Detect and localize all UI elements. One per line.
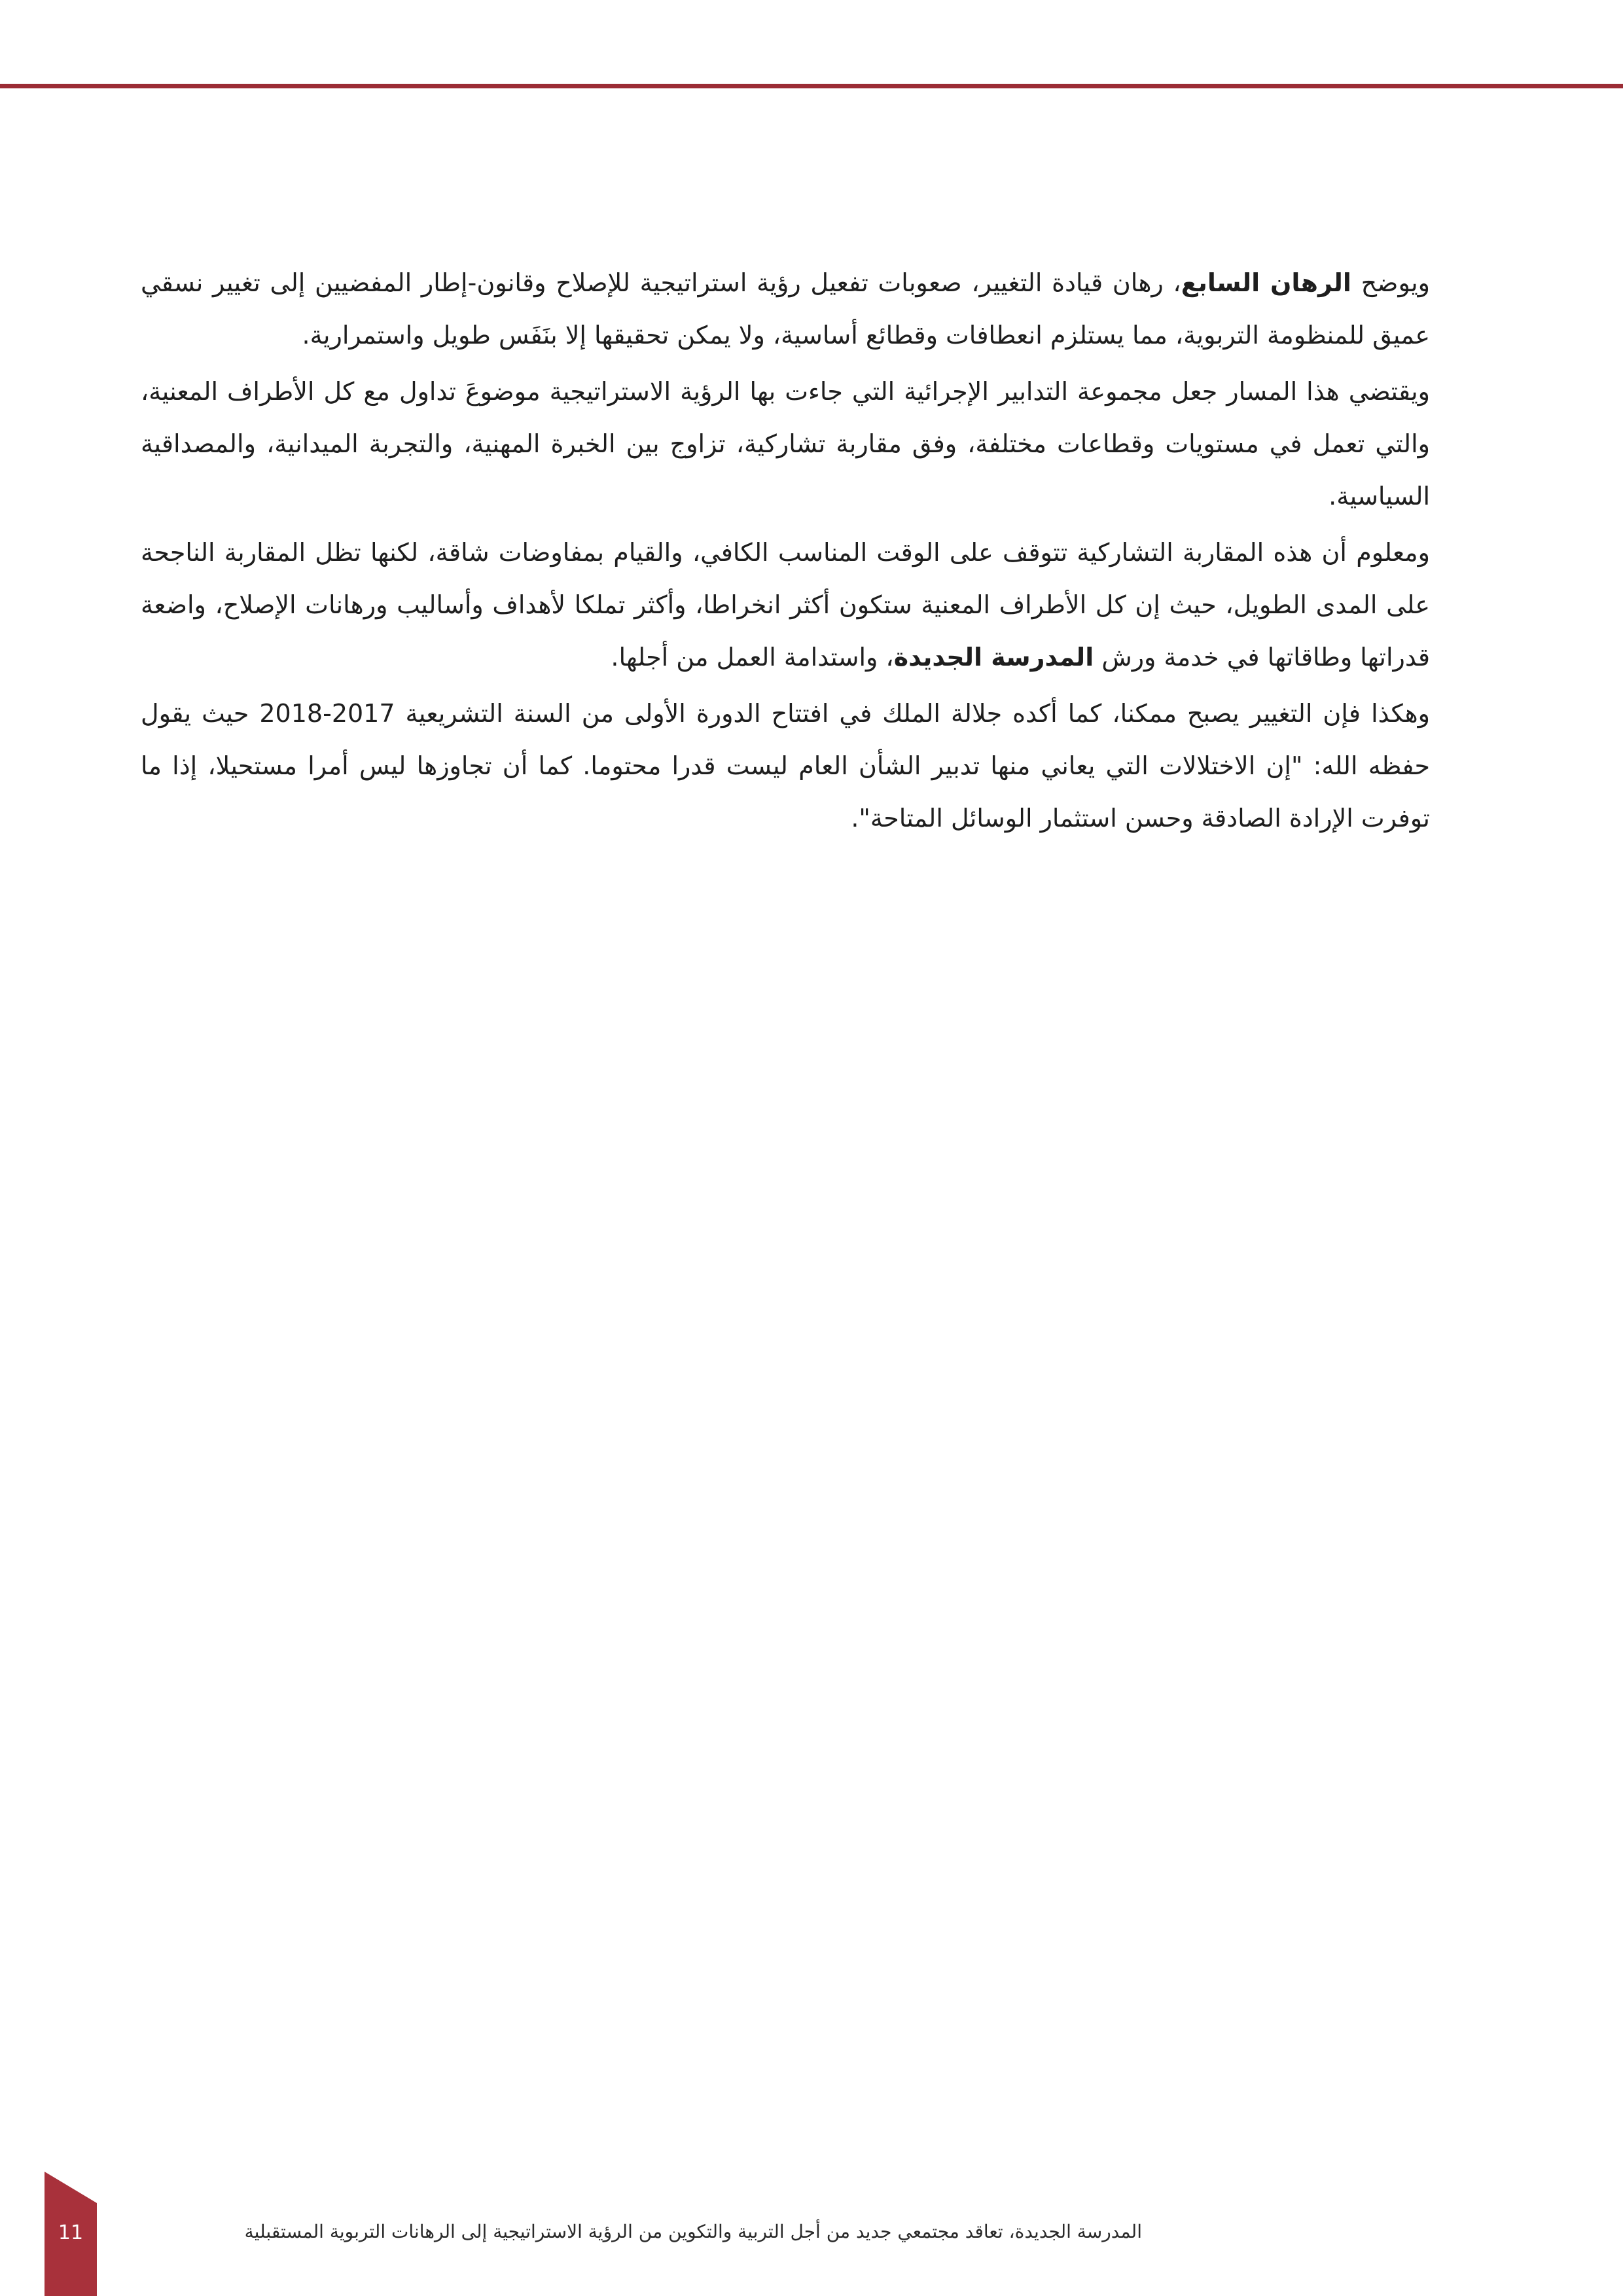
paragraph-1 <box>141 257 1430 361</box>
paragraph-3 <box>141 526 1430 683</box>
paragraph-1-lead: ويوضح <box>1351 268 1431 297</box>
seventh-stake-term: الرهان السابع <box>1181 268 1351 297</box>
paragraph-1-rest: ، رهان قيادة التغيير، صعوبات تفعيل رؤية استراتيجية للإصلاح وقانون-إطار المفضيين إلى تغيير نسقي عميق للمنظومة التربوية، مما يستلزم انعطافات وقطائع أساسية، ولا يمكن تحقيقها إلا بنَفَس طويل واستمرارية. <box>141 268 1430 350</box>
new-school-term: المدرسة الجديدة <box>893 643 1094 672</box>
paragraph-4: وهكذا فإن التغيير يصبح ممكنا، كما أكده جلالة الملك في افتتاح الدورة الأولى من السنة التشريعية 2017-2018 حيث يقول حفظه الله: "إن الاختلالات التي يعاني منها تدبير الشأن العام ليست قدرا محتوما. كما أن تجاوزها ليس أمرا مستحيلا، إذا ما توفرت الإرادة الصادقة وحسن استثمار الوسائل المتاحة". <box>141 699 1430 833</box>
header-rule <box>0 84 1623 88</box>
paragraph-3-rest: ، واستدامة العمل من أجلها. <box>611 643 894 672</box>
paragraph-2: ويقتضي هذا المسار جعل مجموعة التدابير الإجرائية التي جاءت بها الرؤية الاستراتيجية موضوعَ تداول مع كل الأطراف المعنية، والتي تعمل في مستويات وقطاعات مختلفة، وفق مقاربة تشاركية، تزاوج بين الخبرة المهنية، والتجربة الميدانية، والمصداقية السياسية. <box>141 377 1430 511</box>
article-body <box>141 257 1430 848</box>
running-footer-title: المدرسة الجديدة، تعاقد مجتمعي جديد من أجل التربية والتكوين من الرؤية الاستراتيجية إلى الرهانات التربوية المستقبلية <box>244 2221 1142 2242</box>
page-number: 11 <box>58 2221 84 2244</box>
paragraph-3-lead: ومعلوم أن هذه المقاربة التشاركية تتوقف على الوقت المناسب الكافي، والقيام بمفاوضات شاقة، لكنها تظل المقاربة الناجحة على المدى الطويل، حيث إن كل الأطراف المعنية ستكون أكثر انخراطا، وأكثر تملكا لأهداف وأساليب ورهانات الإصلاح، واضعة قدراتها وطاقاتها في خدمة ورش <box>141 538 1430 672</box>
